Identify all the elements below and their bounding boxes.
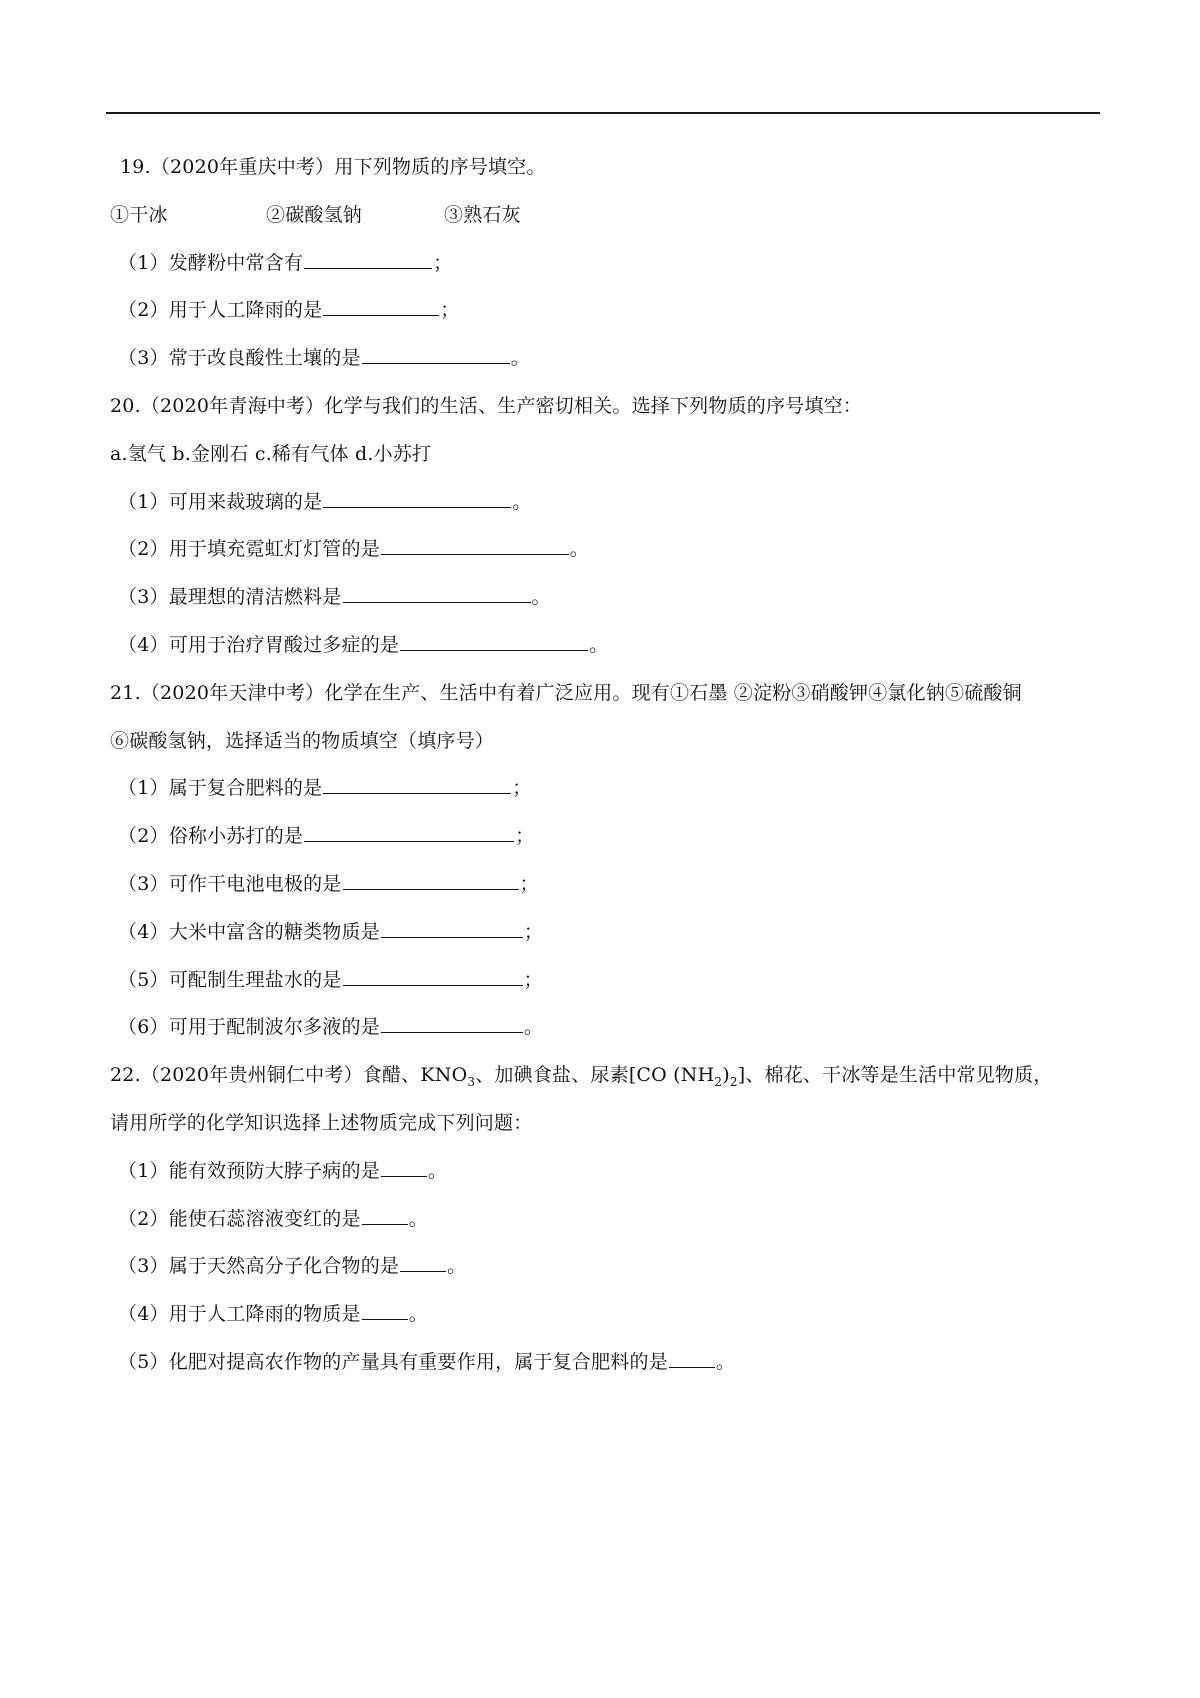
answer-blank[interactable] <box>381 1156 427 1177</box>
subscript-text: 2 <box>714 1074 723 1089</box>
question-text: 、加碘食盐、尿素[CO (NH <box>475 1064 715 1087</box>
answer-blank[interactable] <box>400 1251 446 1272</box>
answer-blank[interactable] <box>343 869 519 890</box>
question-line <box>110 1012 1100 1060</box>
answer-blank[interactable] <box>304 821 514 842</box>
question-line <box>110 1108 1100 1156</box>
question-text: （4）可用于治疗胃酸过多症的是 <box>118 633 400 656</box>
question-heading <box>110 678 1100 726</box>
question-line <box>110 487 1100 535</box>
question-text: （5）化肥对提高农作物的产量具有重要作用，属于复合肥料的是 <box>118 1350 668 1373</box>
question-line <box>110 1204 1100 1252</box>
question-line <box>110 917 1100 965</box>
question-line <box>110 343 1100 391</box>
question-text: （3）属于天然高分子化合物的是 <box>118 1255 400 1278</box>
question-text: a.氢气 b.金刚石 c.稀有气体 d.小苏打 <box>110 442 432 465</box>
answer-blank[interactable] <box>381 1012 523 1033</box>
question-text: （1）可用来裁玻璃的是 <box>118 490 323 513</box>
question-line <box>110 965 1100 1013</box>
question-line <box>110 1156 1100 1204</box>
answer-blank[interactable] <box>362 1299 408 1320</box>
header-rule <box>106 112 1100 114</box>
question-text: （6）可用于配制波尔多液的是 <box>118 1016 380 1039</box>
question-text: 请用所学的化学知识选择上述物质完成下列问题： <box>110 1111 533 1134</box>
question-text: （2）用于人工降雨的是 <box>118 299 323 322</box>
question-text: ]、棉花、干冰等是生活中常见物质， <box>737 1064 1053 1087</box>
question-text: （5）可配制生理盐水的是 <box>118 968 342 991</box>
question-heading <box>110 391 1100 439</box>
question-text: 。 <box>408 1303 428 1326</box>
question-text: ； <box>433 251 453 274</box>
question-line <box>110 439 1100 487</box>
question-text: （2）用于填充霓虹灯灯管的是 <box>118 538 380 561</box>
question-text: （4）大米中富含的糖类物质是 <box>118 920 380 943</box>
question-text: （2）俗称小苏打的是 <box>118 825 304 848</box>
question-text: 。 <box>512 490 532 513</box>
question-text: 。 <box>569 538 590 561</box>
question-text: 20.（2020年青海中考）化学与我们的生活、生产密切相关。选择下列物质的序号填空： <box>110 394 862 417</box>
question-text: ) <box>722 1064 730 1087</box>
answer-blank[interactable] <box>343 582 531 603</box>
question-text: 19.（2020年重庆中考）用下列物质的序号填空。 <box>120 156 546 178</box>
question-text: （1）能有效预防大脖子病的是 <box>118 1159 380 1182</box>
question-text: 。 <box>427 1159 448 1182</box>
question-text: （3）可作干电池电极的是 <box>118 872 342 895</box>
question-text: ； <box>512 777 532 800</box>
option-item: ①干冰 <box>110 203 168 226</box>
question-text: ； <box>515 825 535 848</box>
question-line <box>110 248 1100 296</box>
question-text: ； <box>523 920 544 943</box>
question-line <box>110 295 1100 343</box>
question-text: ⑥碳酸氢钠，选择适当的物质填空（填序号） <box>110 729 495 752</box>
answer-blank[interactable] <box>343 965 523 986</box>
worksheet-content <box>110 152 1100 1395</box>
answer-blank[interactable] <box>323 295 439 316</box>
answer-blank[interactable] <box>323 773 511 794</box>
question-text: （3）常于改良酸性土壤的是 <box>118 347 361 370</box>
answer-blank[interactable] <box>669 1347 715 1368</box>
question-text: 。 <box>408 1207 428 1230</box>
question-heading <box>110 1060 1100 1108</box>
question-line <box>110 200 1100 248</box>
question-text: 。 <box>510 347 530 370</box>
question-text: 。 <box>715 1350 736 1373</box>
question-line <box>110 534 1100 582</box>
question-text: 。 <box>531 586 551 609</box>
subscript-text: 3 <box>467 1074 476 1089</box>
answer-blank[interactable] <box>304 248 432 269</box>
answer-blank[interactable] <box>362 1204 408 1225</box>
question-line <box>110 1299 1100 1347</box>
question-line <box>110 869 1100 917</box>
question-text: （1）属于复合肥料的是 <box>118 777 323 800</box>
question-text: ； <box>519 872 539 895</box>
question-text: 。 <box>589 633 609 656</box>
answer-blank[interactable] <box>400 630 588 651</box>
question-text: 22.（2020年贵州铜仁中考）食醋、KNO <box>110 1064 468 1087</box>
question-heading <box>110 152 1100 200</box>
question-text: （1）发酵粉中常含有 <box>118 251 304 274</box>
question-text: 。 <box>523 1016 544 1039</box>
question-line <box>110 773 1100 821</box>
question-line <box>110 630 1100 678</box>
question-text: ③熟石灰 <box>444 203 521 226</box>
subscript-text: 2 <box>729 1074 738 1089</box>
question-line <box>110 1251 1100 1299</box>
question-line <box>110 821 1100 869</box>
question-line <box>110 582 1100 630</box>
question-text: （3）最理想的清洁燃料是 <box>118 586 342 609</box>
question-text: （4）用于人工降雨的物质是 <box>118 1303 361 1326</box>
question-text: ； <box>440 299 460 322</box>
question-text: ； <box>523 968 543 991</box>
question-line <box>110 1347 1100 1395</box>
question-text: 21.（2020年天津中考）化学在生产、生活中有着广泛应用。现有①石墨 ②淀粉③硝酸钾④氯化钠⑤硫酸铜 <box>110 681 1022 704</box>
answer-blank[interactable] <box>362 343 510 364</box>
question-text: （2）能使石蕊溶液变红的是 <box>118 1207 361 1230</box>
option-item: ②碳酸氢钠 <box>266 203 363 226</box>
answer-blank[interactable] <box>381 534 569 555</box>
answer-blank[interactable] <box>323 487 511 508</box>
question-text: 。 <box>447 1255 467 1278</box>
answer-blank[interactable] <box>381 917 523 938</box>
question-line <box>110 726 1100 774</box>
